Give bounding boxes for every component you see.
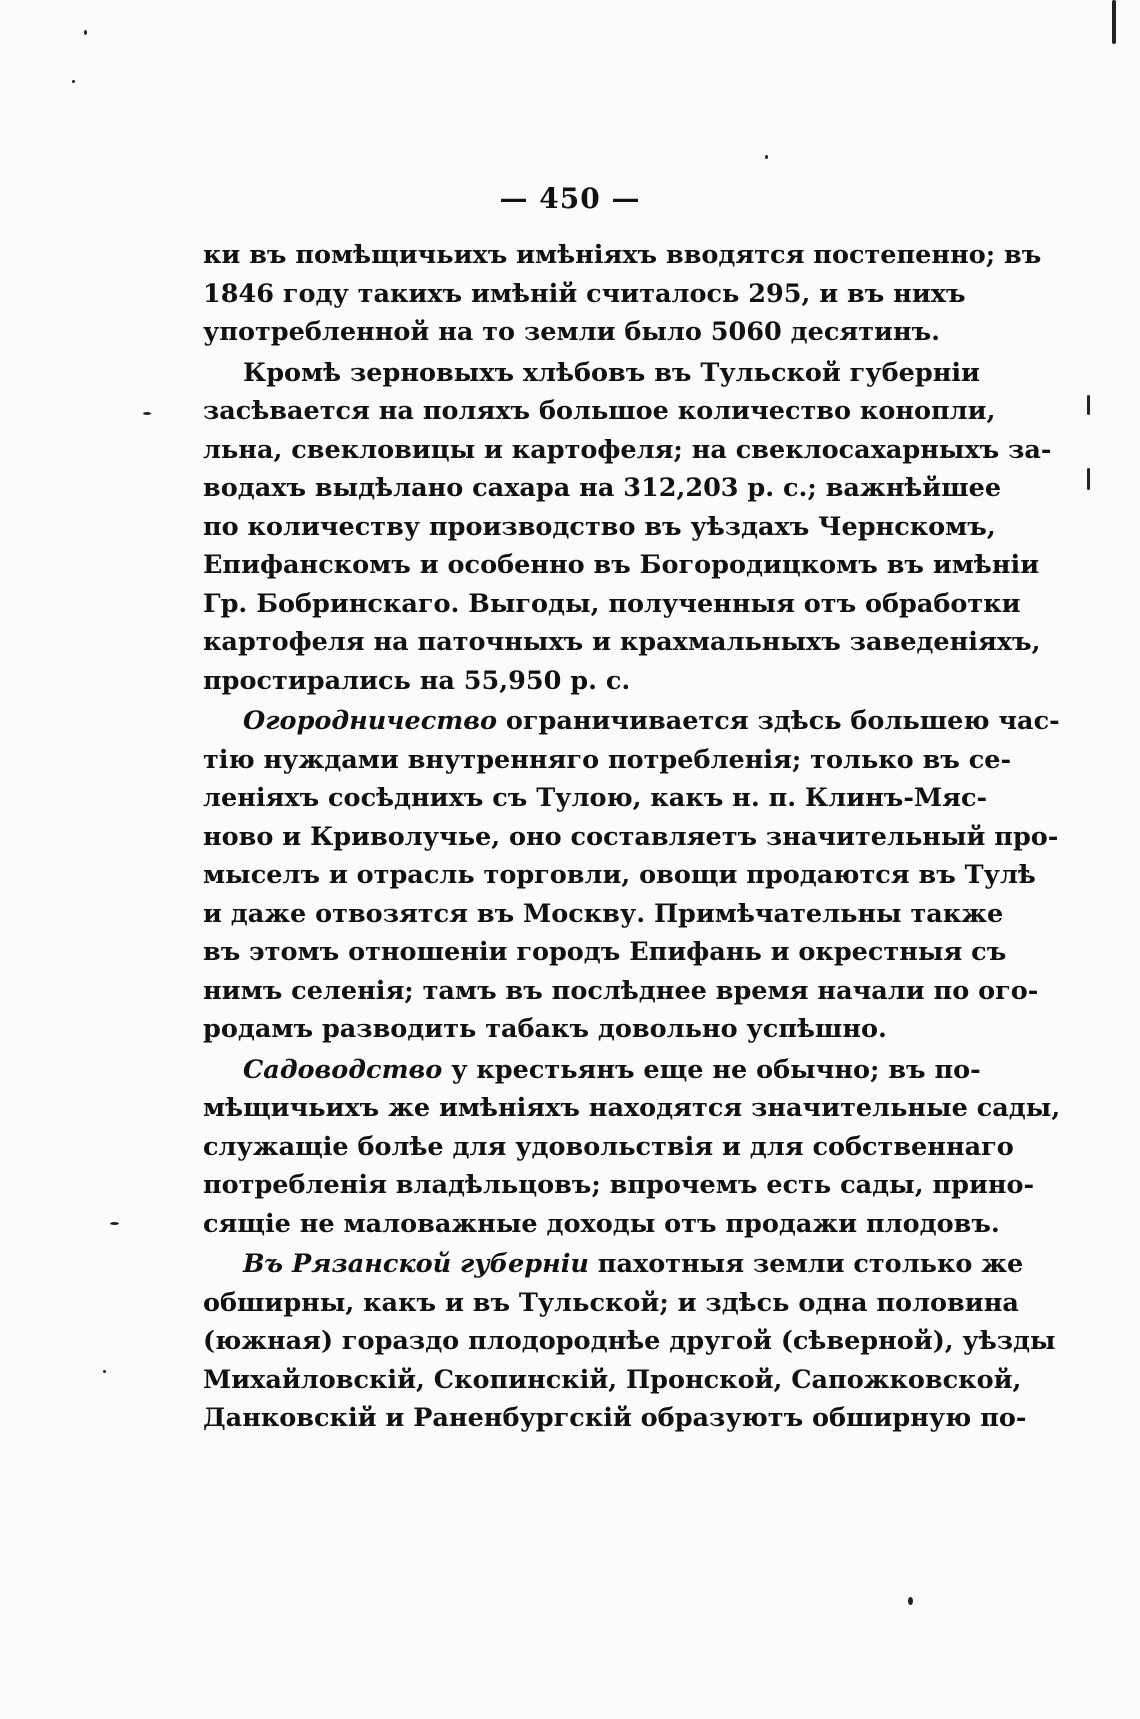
text-line: ново и Криволучье, оно составляетъ значительный про-: [203, 821, 1059, 852]
text-line: обширны, какъ и въ Тульской; и здѣсь одна половина: [203, 1287, 1019, 1318]
scan-speck: [1087, 395, 1090, 415]
text-line: мыселъ и отрасль торговли, овощи продаются въ Тулѣ: [203, 860, 1036, 890]
scan-speck: [84, 30, 87, 35]
text-line: ки въ помѣщичьихъ имѣніяхъ вводятся постепенно; въ: [203, 240, 1042, 270]
text-line: Михайловскій, Скопинскій, Пронской, Сапожковской,: [203, 1364, 1022, 1395]
italic-lead: Огородничество: [243, 706, 497, 736]
scan-speck: [110, 1222, 119, 1225]
text-run: пахотныя земли столько же: [588, 1249, 1024, 1279]
text-run: у крестьянъ еще не обычно; въ по-: [442, 1054, 981, 1085]
text-line: употребленной на то земли было 5060 десятинъ.: [203, 317, 941, 347]
text-line: простирались на 55,950 р. с.: [203, 665, 631, 696]
scan-speck: [1087, 468, 1090, 490]
text-line: 1846 году такихъ имѣній считалось 295, и въ нихъ: [203, 278, 966, 309]
scan-speck: [143, 412, 151, 415]
text-line: леніяхъ сосѣднихъ съ Тулою, какъ н. п. Клинъ-Мяс-: [203, 783, 988, 813]
text-line: и даже отвозятся въ Москву. Примѣчательны также: [203, 898, 1004, 929]
text-line: потребленія владѣльцовъ; впрочемъ есть сады, прино-: [203, 1170, 1035, 1200]
text-line: по количеству производство въ уѣздахъ Чернскомъ,: [203, 511, 996, 542]
text-line: нимъ селенія; тамъ въ послѣднее время начали по ого-: [203, 975, 1039, 1006]
scan-speck: [765, 155, 768, 159]
scan-speck: [908, 1597, 913, 1605]
page-number: — 450 —: [499, 182, 641, 215]
body-text: [203, 236, 1061, 1438]
text-line: [203, 1051, 981, 1090]
text-line: [203, 1245, 1024, 1284]
text-line: въ этомъ отношеніи городъ Епифань и окрестныя съ: [203, 937, 1007, 967]
text-line: сящіе не маловажные доходы отъ продажи плодовъ.: [203, 1208, 1000, 1239]
text-line: засѣвается на поляхъ большое количество конопли,: [203, 396, 996, 426]
text-line: служащіе болѣе для удовольствія и для собственнаго: [203, 1131, 1014, 1162]
text-line: картофеля на паточныхъ и крахмальныхъ заведеніяхъ,: [203, 627, 1041, 657]
text-line: льна, свекловицы и картофеля; на свеклосахарныхъ за-: [203, 434, 1052, 465]
text-line: Гр. Бобринскаго. Выгоды, полученныя отъ обработки: [203, 588, 1021, 619]
italic-lead: Садоводство: [243, 1054, 443, 1085]
scan-speck: [72, 80, 75, 83]
text-line: Данковскій и Раненбургскій образуютъ обширную по-: [203, 1403, 1027, 1433]
text-line: Епифанскомъ и особенно въ Богородицкомъ въ имѣніи: [203, 550, 1040, 580]
scan-speck: [103, 1370, 106, 1373]
text-run: ограничивается здѣсь большею час-: [496, 706, 1060, 736]
text-line: мѣщичьихъ же имѣніяхъ находятся значительные сады,: [203, 1093, 1061, 1123]
text-line: водахъ выдѣлано сахара на 312,203 р. с.; важнѣйшее: [203, 473, 1002, 503]
text-line: (южная) гораздо плодороднѣе другой (сѣверной), уѣзды: [203, 1326, 1056, 1356]
text-line: Кромѣ зерновыхъ хлѣбовъ въ Тульской губерніи: [243, 357, 980, 388]
scan-speck: [1112, 0, 1116, 44]
text-line: [203, 702, 1060, 741]
text-line: родамъ разводить табакъ довольно успѣшно.: [203, 1014, 887, 1044]
italic-lead: Въ Рязанской губерніи: [243, 1249, 589, 1279]
text-line: тію нуждами внутренняго потребленія; только въ се-: [203, 744, 1012, 775]
